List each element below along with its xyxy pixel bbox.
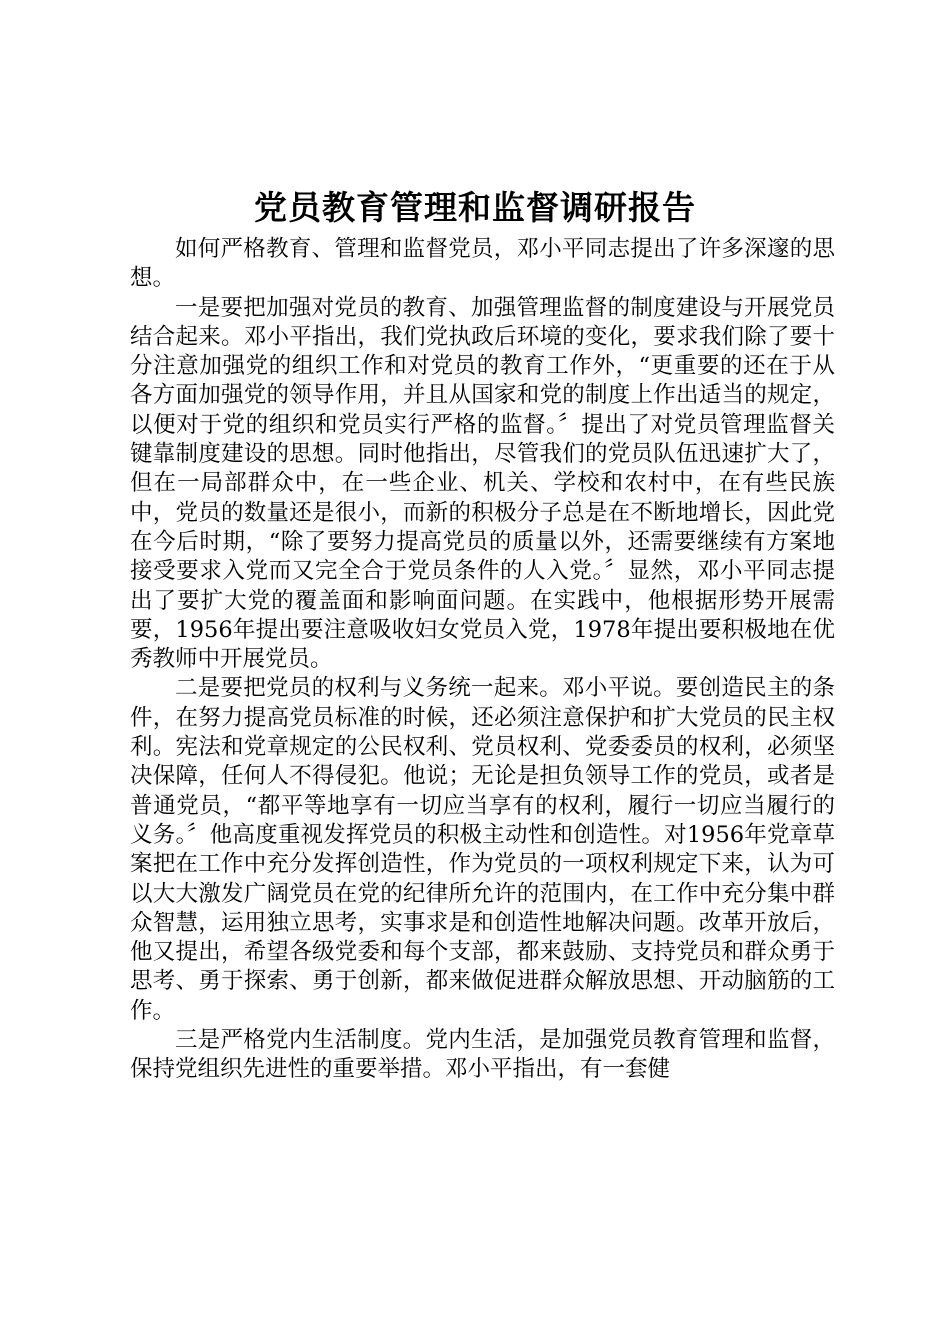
paragraph-point-three: 三是严格党内生活制度。党内生活，是加强党员教育管理和监督，保持党组织先进性的重要举措。邓小平指出，有一套健 [130, 1027, 835, 1083]
paragraph-point-one: 一是要把加强对党员的教育、加强管理监督的制度建设与开展党员结合起来。邓小平指出，我们党执政后环境的变化，要求我们除了要十分注意加强党的组织工作和对党员的教育工作外，“更重要的还在于从各方面加强党的领导作用，并且从国家和党的制度上作出适当的规定，以便对于党的组织和党员实行严格的监督。〞提出了对党员管理监督关键靠制度建设的思想。同时他指出，尽管我们的党员队伍迅速扩大了，但在一局部群众中，在一些企业、机关、学校和农村中，在有些民族中，党员的数量还是很小，而新的积极分子总是在不断地增长，因此党在今后时期，“除了要努力提高党员的质量以外，还需要继续有方案地接受要求入党而又完全合于党员条件的人入党。〞显然，邓小平同志提出了要扩大党的覆盖面和影响面问题。在实践中，他根据形势开展需要，1956年提出要注意吸收妇女党员入党，1978年提出要积极地在优秀教师中开展党员。 [130, 294, 835, 673]
paragraph-point-two: 二是要把党员的权利与义务统一起来。邓小平说。要创造民主的条件，在努力提高党员标准的时候，还必须注意保护和扩大党员的民主权利。宪法和党章规定的公民权利、党员权利、党委委员的权利，必须坚决保障，任何人不得侵犯。他说；无论是担负领导工作的党员，或者是普通党员，“都平等地享有一切应当享有的权利，履行一切应当履行的义务。〞他高度重视发挥党员的积极主动性和创造性。对1956年党章草案把在工作中充分发挥创造性，作为党员的一项权利规定下来，认为可以大大激发广阔党员在党的纪律所允许的范围内，在工作中充分集中群众智慧，运用独立思考，实事求是和创造性地解决问题。改革开放后，他又提出，希望各级党委和每个支部，都来鼓励、支持党员和群众勇于思考、勇于探索、勇于创新，都来做促进群众解放思想、开动脑筋的工作。 [130, 675, 835, 1024]
document-title: 党员教育管理和监督调研报告 [254, 188, 696, 227]
document-body [130, 235, 835, 1085]
paragraph-intro: 如何严格教育、管理和监督党员，邓小平同志提出了许多深邃的思想。 [130, 236, 835, 292]
